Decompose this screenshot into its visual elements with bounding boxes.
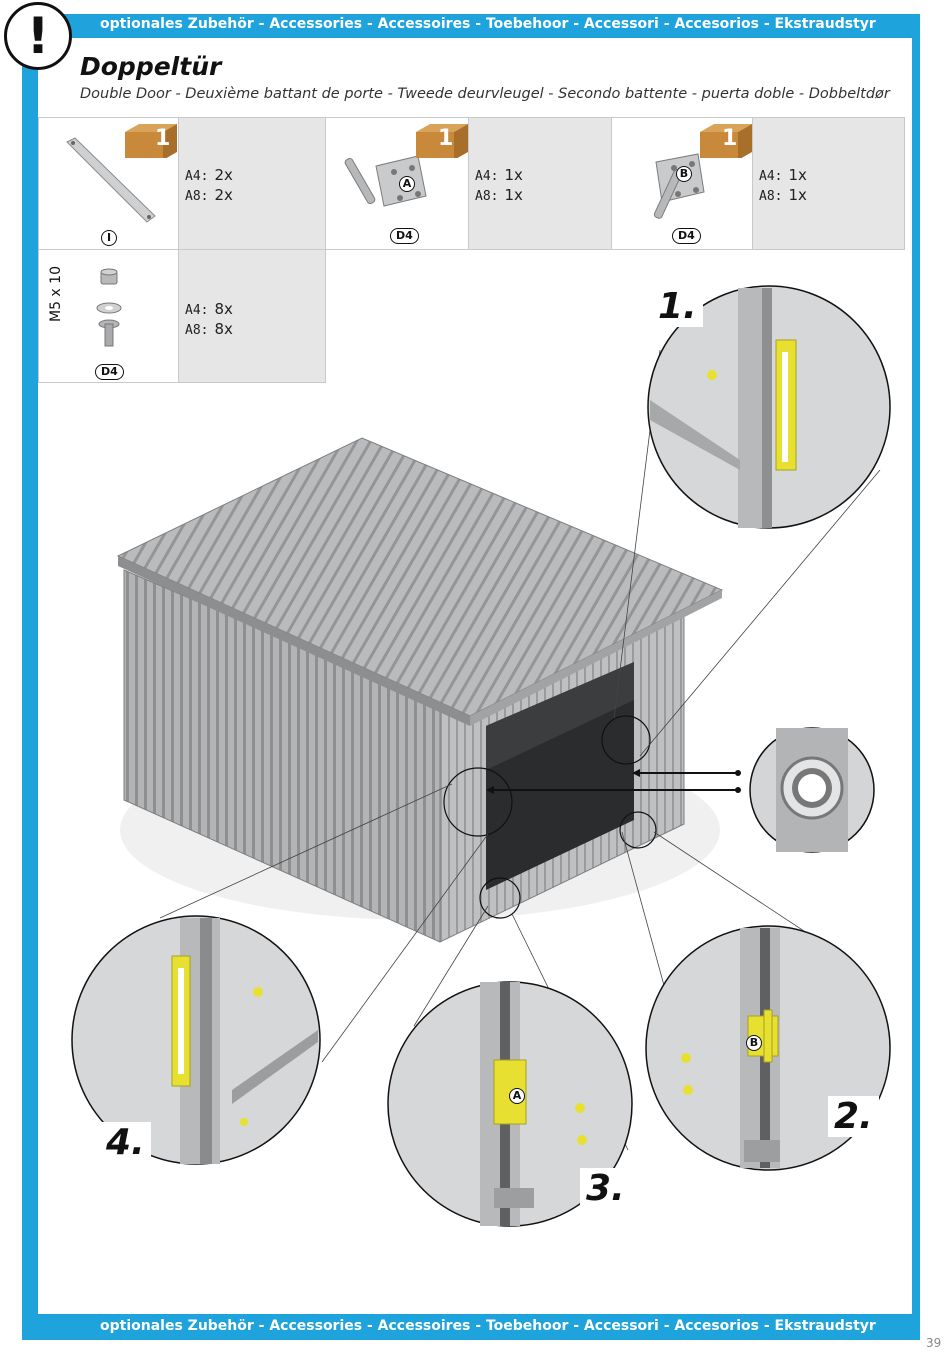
step-number: 4. <box>100 1122 151 1163</box>
step-number: 3. <box>580 1168 631 1209</box>
detail-hinge-label-a: A <box>509 1088 525 1104</box>
qty-a8-label: A8: <box>185 323 209 338</box>
qty-a4: 1x <box>504 166 523 184</box>
qty-a4-label: A4: <box>185 169 209 184</box>
hinge-label: A <box>399 176 415 192</box>
step-number: 2. <box>828 1096 879 1137</box>
part-code: D4 <box>95 364 124 380</box>
step-number: 1. <box>652 286 703 327</box>
qty-a8-label: A8: <box>475 189 499 204</box>
qty-a8: 1x <box>788 186 807 204</box>
page-subtitle: Double Door - Deuxième battant de porte - Tweede deurvleugel - Secondo battente - puerta doble - Dobbeltdør <box>80 86 890 102</box>
package-count: 1 <box>722 126 738 151</box>
qty-a4: 2x <box>214 166 233 184</box>
hinge-label: B <box>676 166 692 182</box>
package-count: 1 <box>155 126 171 151</box>
qty-a8: 1x <box>504 186 523 204</box>
qty-a4-label: A4: <box>475 169 499 184</box>
package-count: 1 <box>438 126 454 151</box>
qty-a8-label: A8: <box>185 189 209 204</box>
qty-a4: 1x <box>788 166 807 184</box>
qty-a8: 2x <box>214 186 233 204</box>
part-label: I <box>101 230 117 246</box>
qty-a8-label: A8: <box>759 189 783 204</box>
detail-hinge-label-b: B <box>746 1035 762 1051</box>
page-number: 39 <box>926 1336 942 1350</box>
part-code: D4 <box>672 228 701 244</box>
part-code: D4 <box>390 228 419 244</box>
qty-a4: 8x <box>214 300 233 318</box>
languages-banner-top: optionales Zubehör - Accessories - Accessoires - Toebehoor - Accessori - Accesorios - Ekstraudstyr <box>100 16 876 32</box>
qty-a8: 8x <box>214 320 233 338</box>
screw-size-label: M5 x 10 <box>48 266 64 322</box>
qty-a4-label: A4: <box>759 169 783 184</box>
warning-icon: ! <box>4 2 72 70</box>
languages-banner-bottom: optionales Zubehör - Accessories - Accessoires - Toebehoor - Accessori - Accesorios - Ekstraudstyr <box>100 1318 876 1334</box>
page-title: Doppeltür <box>80 52 222 81</box>
qty-a4-label: A4: <box>185 303 209 318</box>
